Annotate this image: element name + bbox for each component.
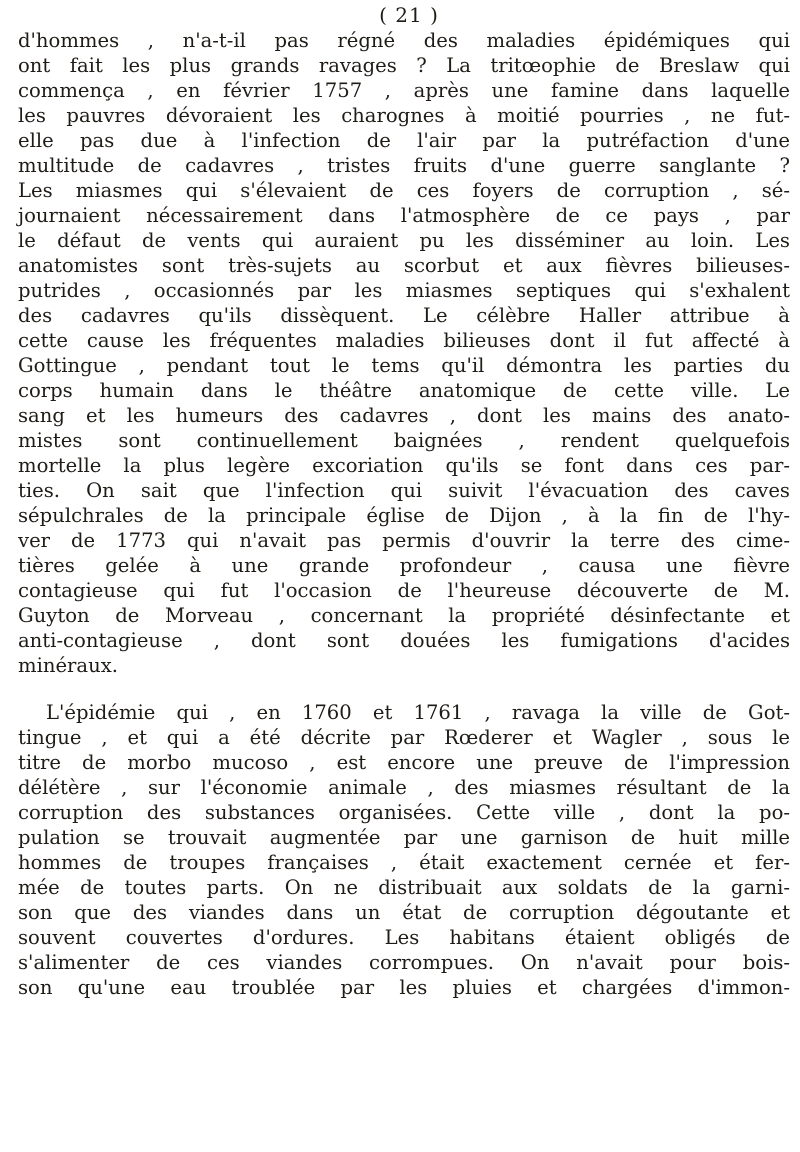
paragraph-gap bbox=[18, 678, 790, 700]
text-line: d'hommes , n'a-t-il pas régné des maladies épidémiques qui bbox=[18, 29, 790, 52]
text-line: L'épidémie qui , en 1760 et 1761 , ravaga la ville de Got- bbox=[46, 701, 790, 724]
text-line: pulation se trouvait augmentée par une garnison de huit mille bbox=[18, 826, 790, 849]
text-line: ver de 1773 qui n'avait pas permis d'ouvrir la terre des cime- bbox=[18, 529, 790, 552]
text-line: corruption des substances organisées. Cette ville , dont la po- bbox=[18, 801, 790, 824]
text-line: sépulchrales de la principale église de Dijon , à la fin de l'hy- bbox=[18, 504, 790, 527]
text-line: cette cause les fréquentes maladies bilieuses dont il fut affecté à bbox=[18, 329, 790, 352]
text-line: le défaut de vents qui auraient pu les disséminer au loin. Les bbox=[18, 229, 790, 252]
text-line: commença , en février 1757 , après une famine dans laquelle bbox=[18, 79, 790, 102]
text-line: mistes sont continuellement baignées , rendent quelquefois bbox=[18, 429, 790, 452]
text-line: Les miasmes qui s'élevaient de ces foyers de corruption , sé- bbox=[18, 179, 790, 202]
text-line: mortelle la plus legère excoriation qu'ils se font dans ces par- bbox=[18, 454, 790, 477]
text-line: son que des viandes dans un état de corruption dégoutante et bbox=[18, 901, 790, 924]
text-line: Guyton de Morveau , concernant la propriété désinfectante et bbox=[18, 604, 790, 627]
text-line: les pauvres dévoraient les charognes à moitié pourries , ne fut- bbox=[18, 104, 790, 127]
text-line: ont fait les plus grands ravages ? La tritœophie de Breslaw qui bbox=[18, 54, 790, 77]
text-line: Gottingue , pendant tout le tems qu'il démontra les parties du bbox=[18, 354, 790, 377]
text-line: elle pas due à l'infection de l'air par la putréfaction d'une bbox=[18, 129, 790, 152]
text-line: son qu'une eau troublée par les pluies et chargées d'immon- bbox=[18, 976, 790, 999]
text-line: sang et les humeurs des cadavres , dont les mains des anato- bbox=[18, 404, 790, 427]
text-line: journaient nécessairement dans l'atmosphère de ce pays , par bbox=[18, 204, 790, 227]
book-page bbox=[18, 0, 790, 1000]
text-line: délétère , sur l'économie animale , des miasmes résultant de la bbox=[18, 776, 790, 799]
text-line: multitude de cadavres , tristes fruits d'une guerre sanglante ? bbox=[18, 154, 790, 177]
page-number: ( 21 ) bbox=[379, 3, 439, 27]
text-line: souvent couvertes d'ordures. Les habitans étaient obligés de bbox=[18, 926, 790, 949]
paragraph-1 bbox=[18, 28, 790, 678]
text-line: corps humain dans le théâtre anatomique de cette ville. Le bbox=[18, 379, 790, 402]
text-line: anti-contagieuse , dont sont douées les fumigations d'acides bbox=[18, 629, 790, 652]
text-line: hommes de troupes françaises , était exactement cernée et fer- bbox=[18, 851, 790, 874]
text-line: putrides , occasionnés par les miasmes septiques qui s'exhalent bbox=[18, 279, 790, 302]
text-line: tingue , et qui a été décrite par Rœderer et Wagler , sous le bbox=[18, 726, 790, 749]
text-line: titre de morbo mucoso , est encore une preuve de l'impression bbox=[18, 751, 790, 774]
text-line: minéraux. bbox=[18, 654, 119, 677]
text-line: tières gelée à une grande profondeur , causa une fièvre bbox=[18, 554, 790, 577]
text-line: contagieuse qui fut l'occasion de l'heureuse découverte de M. bbox=[18, 579, 790, 602]
text-line: anatomistes sont très-sujets au scorbut et aux fièvres bilieuses- bbox=[18, 254, 790, 277]
text-line: ties. On sait que l'infection qui suivit l'évacuation des caves bbox=[18, 479, 790, 502]
text-line: s'alimenter de ces viandes corrompues. On n'avait pour bois- bbox=[18, 951, 790, 974]
text-line: des cadavres qu'ils dissèquent. Le célèbre Haller attribue à bbox=[18, 304, 790, 327]
text-line: mée de toutes parts. On ne distribuait aux soldats de la garni- bbox=[18, 876, 790, 899]
paragraph-2 bbox=[18, 700, 790, 1000]
